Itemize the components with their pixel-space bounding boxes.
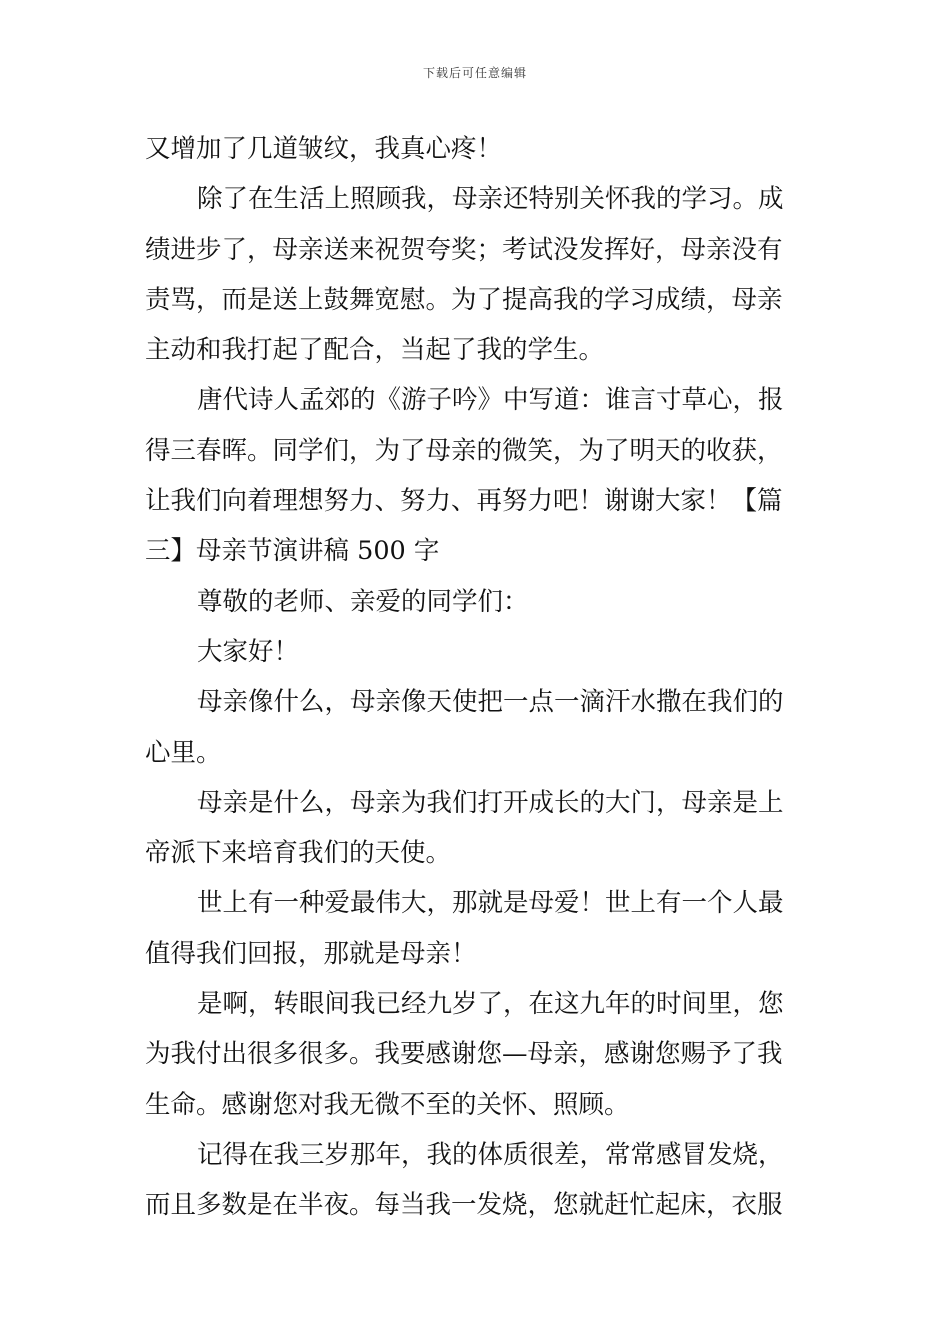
text-line: 心里。 [145,737,222,768]
text-line: 世上有一种爱最伟大，那就是母爱！世上有一个人最 [197,888,784,919]
text-line: 而且多数是在半夜。每当我一发烧，您就赶忙起床，衣服 [145,1190,783,1221]
text-line: 记得在我三岁那年，我的体质很差，常常感冒发烧， [197,1139,784,1170]
text-line: 母亲是什么，母亲为我们打开成长的大门，母亲是上 [197,787,784,818]
text-line: 大家好！ [197,636,300,667]
text-line: 绩进步了，母亲送来祝贺夸奖；考试没发挥好，母亲没有 [145,234,783,265]
text-line: 得三春晖。同学们，为了母亲的微笑，为了明天的收获， [145,435,783,466]
text-line: 三】母亲节演讲稿 500 字 [145,536,440,567]
text-line: 责骂，而是送上鼓舞宽慰。为了提高我的学习成绩，母亲 [145,284,783,315]
text-line: 值得我们回报，那就是母亲！ [145,938,477,969]
page-header: 下载后可任意编辑 [422,66,527,80]
text-line: 是啊，转眼间我已经九岁了，在这九年的时间里，您 [197,989,784,1020]
text-line: 帝派下来培育我们的天使。 [145,838,452,869]
text-line: 除了在生活上照顾我，母亲还特别关怀我的学习。成 [197,184,784,215]
document-body [145,124,807,1231]
text-line: 让我们向着理想努力、努力、再努力吧！谢谢大家！【篇 [145,486,783,517]
text-line: 唐代诗人孟郊的《游子吟》中写道：谁言寸草心，报 [197,385,784,416]
text-line: 尊敬的老师、亲爱的同学们： [197,586,529,617]
text-line: 又增加了几道皱纹，我真心疼！ [145,134,503,164]
text-line: 主动和我打起了配合，当起了我的学生。 [145,335,605,366]
text-line: 生命。感谢您对我无微不至的关怀、照顾。 [145,1089,630,1120]
text-line: 为我付出很多很多。我要感谢您—母亲，感谢您赐予了我 [145,1039,783,1070]
text-line: 母亲像什么，母亲像天使把一点一滴汗水撒在我们的 [197,687,784,718]
